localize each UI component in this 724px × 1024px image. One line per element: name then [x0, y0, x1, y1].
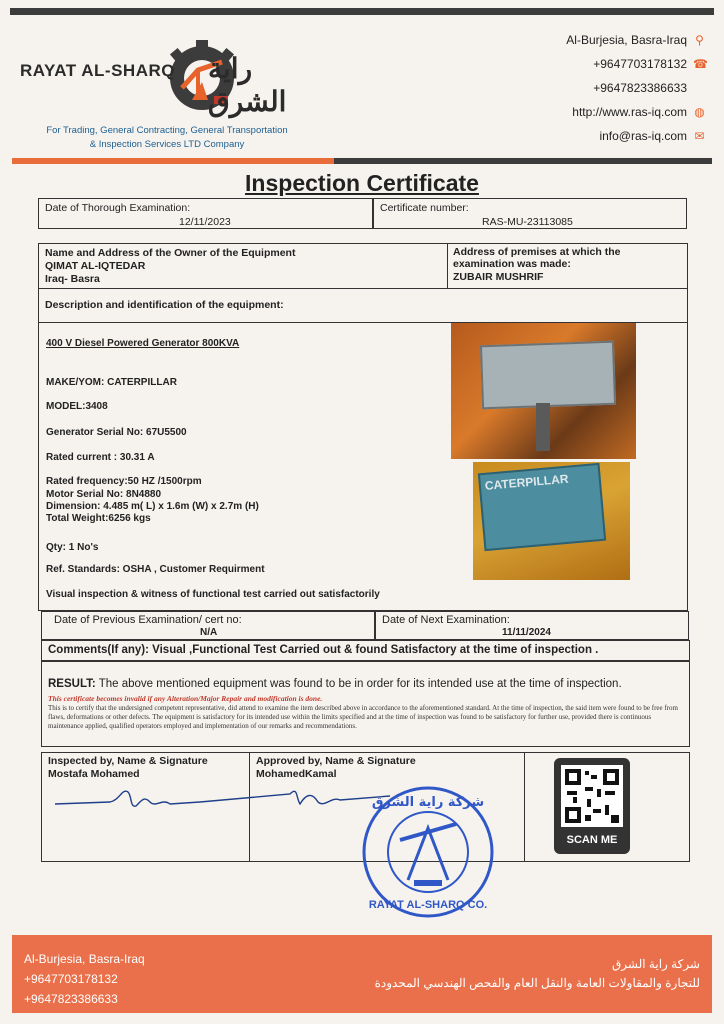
inspector-name: Mostafa Mohamed — [48, 768, 140, 780]
equipment-make: MAKE/YOM: CATERPILLAR — [46, 377, 177, 388]
tagline-line-2: & Inspection Services LTD Company — [89, 139, 245, 150]
footer-bar — [12, 935, 712, 1013]
result-warning: This certificate becomes invalid if any Alteration/Major Repair and modification is done. — [48, 694, 323, 703]
logo-arabic-text: راية الشرق — [208, 53, 287, 117]
owner-label: Name and Address of the Owner of the Equipment — [45, 247, 296, 259]
header-divider — [12, 158, 712, 164]
company-tagline — [12, 124, 322, 152]
inspected-label: Inspected by, Name & Signature — [48, 755, 208, 767]
footer-arabic — [375, 955, 700, 993]
premises-value: ZUBAIR MUSHRIF — [453, 271, 544, 283]
top-bar — [10, 8, 714, 15]
page-title: Inspection Certificate — [245, 170, 479, 196]
equipment-frequency: Rated frequency:50 HZ /1500rpm — [46, 476, 202, 487]
approved-label: Approved by, Name & Signature — [256, 755, 416, 767]
owner-name: QIMAT AL-IQTEDAR — [45, 260, 146, 272]
comments-text: Comments(If any): Visual ,Functional Test Carried out & found Satisfactory at the time of inspection . — [48, 644, 599, 656]
logo-english-text: RAYAT AL-SHARQ — [20, 61, 175, 80]
premises-label-2: examination was made: — [453, 258, 571, 270]
nameplate-image — [480, 341, 616, 410]
header-phone-1[interactable]: +9647703178132 — [593, 57, 687, 71]
equipment-serial: Generator Serial No: 67U5500 — [46, 427, 187, 438]
exam-date-value: 12/11/2023 — [179, 216, 231, 228]
previous-exam-value: N/A — [200, 627, 218, 638]
header-phone-2[interactable]: +9647823386633 — [593, 81, 687, 95]
stamp-english-text: RAYAT AL-SHARQ CO. — [368, 899, 488, 911]
company-logo — [20, 28, 330, 120]
result-box — [41, 661, 690, 747]
result-line — [48, 678, 622, 690]
caterpillar-plate — [478, 463, 606, 551]
result-label: RESULT: — [48, 678, 96, 690]
footer-arabic-line-1: شركة راية الشرق — [611, 957, 700, 971]
footer-phone-2[interactable]: +9647823386633 — [24, 992, 118, 1006]
equipment-standards: Ref. Standards: OSHA , Customer Requirment — [46, 564, 265, 575]
next-exam-box — [375, 611, 689, 640]
footer-address: Al-Burjesia, Basra-Iraq — [24, 952, 145, 966]
generator-photo-1 — [451, 323, 636, 459]
comments-box — [41, 640, 690, 661]
header-address: Al-Burjesia, Basra-Iraq — [566, 33, 687, 47]
location-pin-icon: ⚲ — [695, 32, 704, 47]
tagline-line-1: For Trading, General Contracting, General Transportation — [46, 125, 288, 136]
exam-date-box — [38, 198, 373, 229]
previous-exam-label: Date of Previous Examination/ cert no: — [54, 614, 242, 626]
result-text: The above mentioned equipment was found to be in order for its intended use at the time of inspection. — [98, 678, 622, 690]
mail-icon: ✉ — [694, 128, 705, 143]
equipment-dimension: Dimension: 4.485 m( L) x 1.6m (W) x 2.7m (H) — [46, 501, 259, 512]
header-contacts — [566, 28, 706, 148]
equipment-title: 400 V Diesel Powered Generator 800KVA — [46, 338, 240, 349]
description-label: Description and identification of the equipment: — [45, 299, 284, 311]
cert-number-box — [373, 198, 687, 229]
company-stamp-icon — [360, 784, 496, 920]
next-exam-label: Date of Next Examination: — [382, 614, 510, 626]
cert-number-label: Certificate number: — [380, 202, 469, 214]
result-fine-print: This is to certify that the undersigned competent representative, did attend to examine the item described above in accordance to the aforementioned standard. At the time of inspection, the said item were found to be free from flaws, deformations or other defects. The equipment is satisfactory for its intended use within the limits specified and at the time of inspection was found to be satisfactory for further use, provided there is continuous maintenance applied, qualified operators employed and implementation of our remarks and recommendations. — [48, 704, 678, 730]
phone-icon: ☎ — [693, 56, 708, 71]
footer-phone-1[interactable]: +9647703178132 — [24, 972, 118, 986]
next-exam-value: 11/11/2024 — [502, 627, 551, 638]
mobile-icon — [693, 82, 706, 95]
owner-section — [38, 243, 688, 323]
globe-icon: ◍ — [694, 104, 705, 119]
header-website[interactable]: http://www.ras-iq.com — [572, 105, 687, 119]
cert-number-value: RAS-MU-23113085 — [482, 216, 573, 228]
equipment-model: MODEL:3408 — [46, 401, 108, 412]
premises-label-1: Address of premises at which the — [453, 246, 621, 258]
qr-code-icon[interactable] — [561, 765, 623, 827]
exam-date-label: Date of Thorough Examination: — [45, 202, 191, 214]
footer-arabic-line-2: للتجارة والمقاولات العامة والنقل العام والفحص الهندسي المحدودة — [374, 976, 700, 990]
header-email[interactable]: info@ras-iq.com — [599, 129, 687, 143]
equipment-qty: Qty: 1 No's — [46, 542, 99, 553]
qr-code-card[interactable] — [554, 758, 630, 854]
plate-brand-text: CATERPILLAR — [484, 471, 570, 493]
generator-photo-2 — [473, 462, 630, 580]
equipment-visual: Visual inspection & witness of functional test carried out satisfactorily — [46, 589, 380, 600]
equipment-motor-serial: Motor Serial No: 8N4880 — [46, 489, 162, 500]
previous-exam-box — [41, 611, 375, 640]
stamp-arabic-text: شركة راية الشرق — [371, 795, 485, 810]
scan-me-label: SCAN ME — [566, 834, 618, 846]
approver-name: MohamedKamal — [256, 768, 337, 780]
equipment-current: Rated current : 30.31 A — [46, 452, 155, 463]
equipment-weight: Total Weight:6256 kgs — [46, 513, 151, 524]
footer-contacts — [24, 949, 145, 1009]
owner-address: Iraq- Basra — [45, 273, 100, 285]
